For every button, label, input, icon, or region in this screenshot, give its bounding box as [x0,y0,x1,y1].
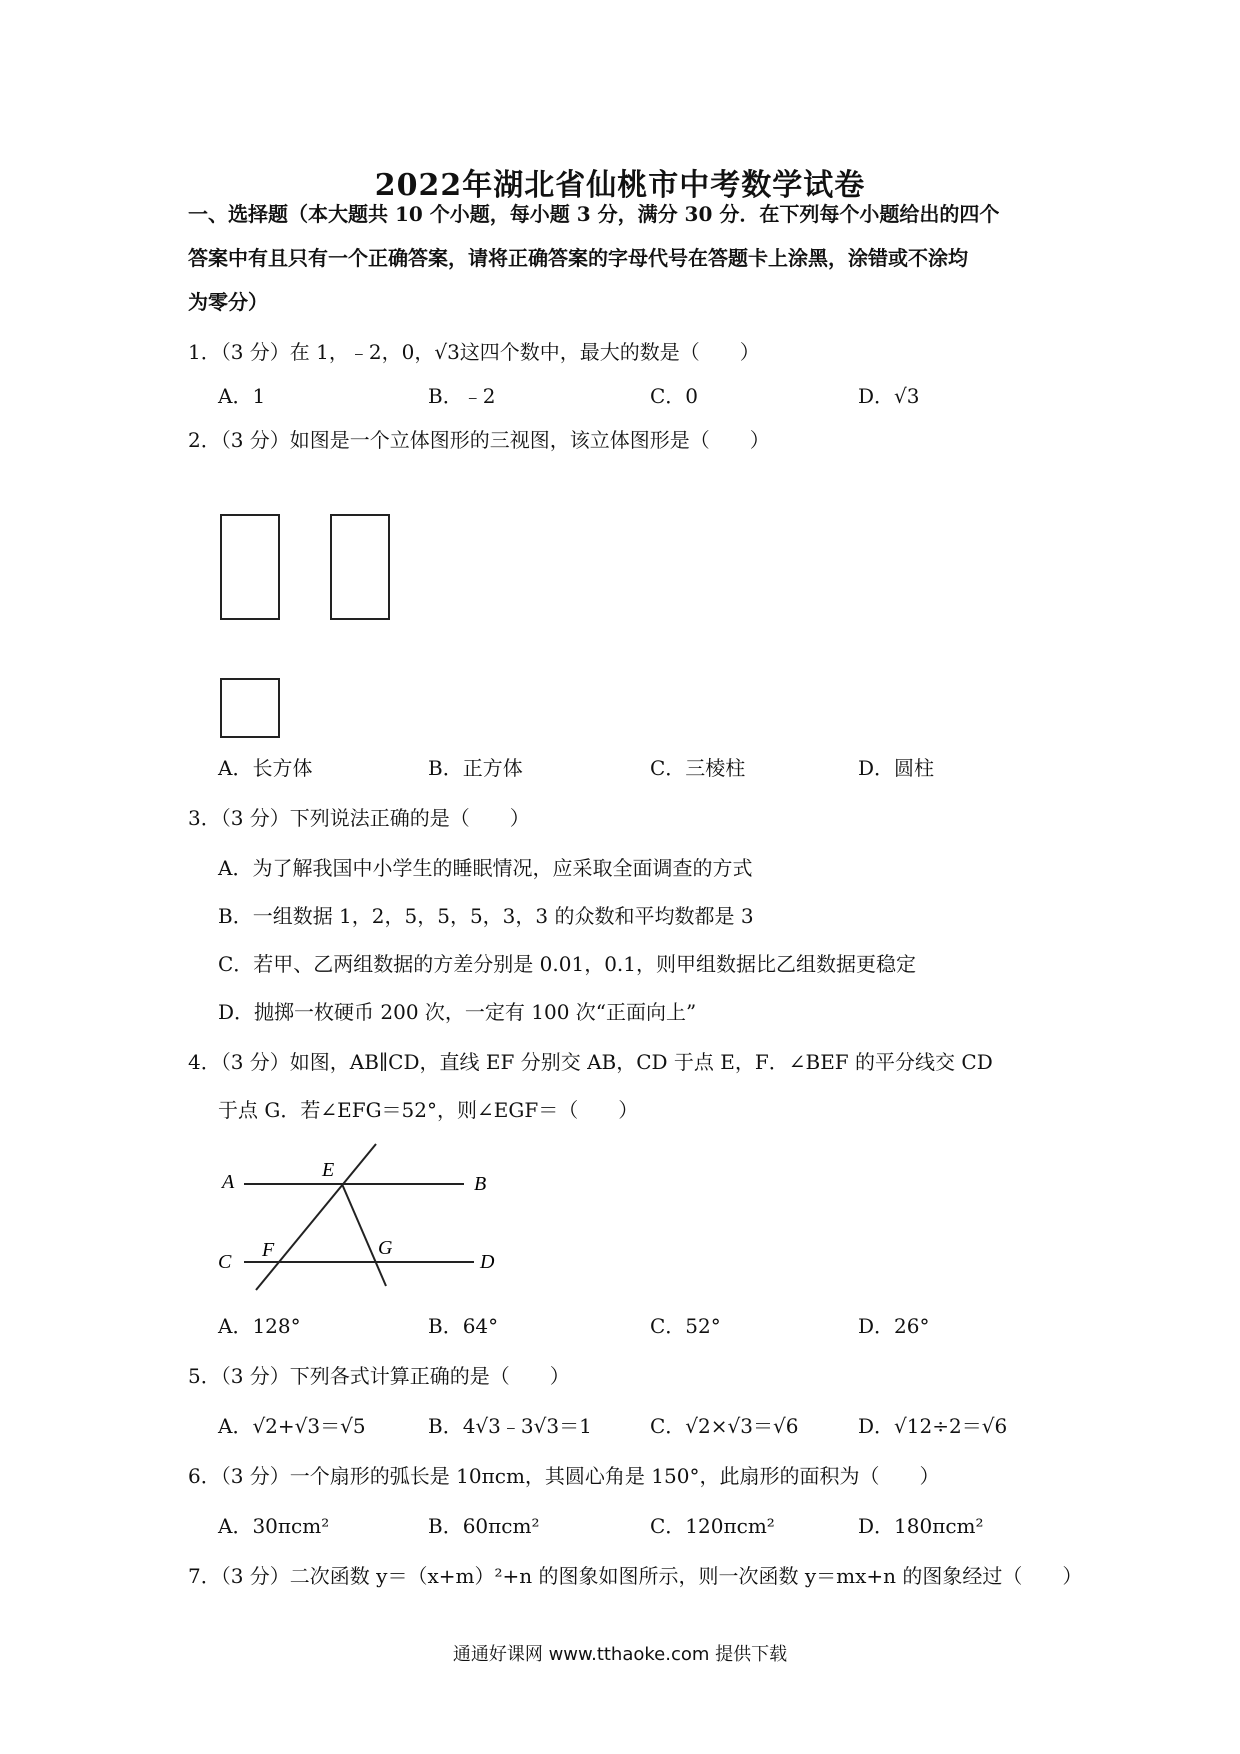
q6-option-c: C．120πcm² [650,1514,775,1538]
parallel-lines-figure [210,1136,510,1296]
q3-stem: 3．（3 分）下列说法正确的是（ ） [188,806,530,830]
q3-option-b: B．一组数据 1，2，5，5，5，3，3 的众数和平均数都是 3 [218,904,754,928]
side-view-rectangle [330,514,390,620]
q5-option-d: D．√12÷2＝√6 [858,1414,1008,1438]
section-heading-line-2: 答案中有且只有一个正确答案，请将正确答案的字母代号在答题卡上涂黑，涂错或不涂均 [188,246,968,270]
q6-option-b: B．60πcm² [428,1514,540,1538]
label-b: B [474,1173,487,1195]
q2-option-a: A．长方体 [218,756,313,780]
line-eg-bisector [342,1184,386,1286]
front-view-rectangle [220,514,280,620]
q3-option-d: D．抛掷一枚硬币 200 次，一定有 100 次“正面向上” [218,1000,697,1024]
label-c: C [218,1251,232,1273]
q6-stem: 6．（3 分）一个扇形的弧长是 10πcm，其圆心角是 150°，此扇形的面积为（ ） [188,1464,940,1488]
q4-stem-line-1: 4．（3 分）如图，AB∥CD，直线 EF 分别交 AB，CD 于点 E，F．∠BEF 的平分线交 CD [188,1050,993,1074]
q2-option-c: C．三棱柱 [650,756,746,780]
q6-option-a: A．30πcm² [218,1514,330,1538]
q1-option-a: A．1 [218,384,266,408]
q2-option-b: B．正方体 [428,756,523,780]
q4-option-c: C．52° [650,1314,721,1338]
q6-option-d: D．180πcm² [858,1514,984,1538]
q3-option-c: C．若甲、乙两组数据的方差分别是 0.01，0.1，则甲组数据比乙组数据更稳定 [218,952,916,976]
top-view-square [220,678,280,738]
label-d: D [480,1251,495,1273]
q4-option-b: B．64° [428,1314,499,1338]
q5-option-b: B．4√3﹣3√3＝1 [428,1414,592,1438]
section-heading-line-3: 为零分） [188,290,268,314]
label-f: F [262,1239,275,1261]
q4-option-d: D．26° [858,1314,930,1338]
q5-option-a: A．√2+√3＝√5 [218,1414,366,1438]
q2-option-d: D．圆柱 [858,756,935,780]
page-footer: 通通好课网 www.tthaoke.com 提供下载 [452,1644,788,1665]
label-a: A [222,1171,235,1193]
line-ef [256,1144,376,1290]
page-title: 2022年湖北省仙桃市中考数学试卷 [374,168,866,203]
q1-stem: 1．（3 分）在 1，﹣2，0，√3这四个数中，最大的数是（ ） [188,340,760,364]
label-g: G [378,1237,393,1259]
q1-option-b: B．﹣2 [428,384,496,408]
section-heading-line-1: 一、选择题（本大题共 10 个小题，每小题 3 分，满分 30 分．在下列每个小题给出的四个 [188,202,1000,226]
q1-option-c: C．0 [650,384,699,408]
q2-stem: 2．（3 分）如图是一个立体图形的三视图，该立体图形是（ ） [188,428,770,452]
q1-option-d: D．√3 [858,384,920,408]
q5-option-c: C．√2×√3＝√6 [650,1414,799,1438]
q4-option-a: A．128° [218,1314,301,1338]
q4-stem-line-2: 于点 G．若∠EFG＝52°，则∠EGF＝（ ） [218,1098,639,1122]
q7-stem: 7．（3 分）二次函数 y＝（x+m）²+n 的图象如图所示，则一次函数 y＝mx+n 的图象经过（ ） [188,1564,1083,1588]
label-e: E [322,1159,335,1181]
q5-stem: 5．（3 分）下列各式计算正确的是（ ） [188,1364,570,1388]
q3-option-a: A．为了解我国中小学生的睡眠情况，应采取全面调查的方式 [218,856,753,880]
